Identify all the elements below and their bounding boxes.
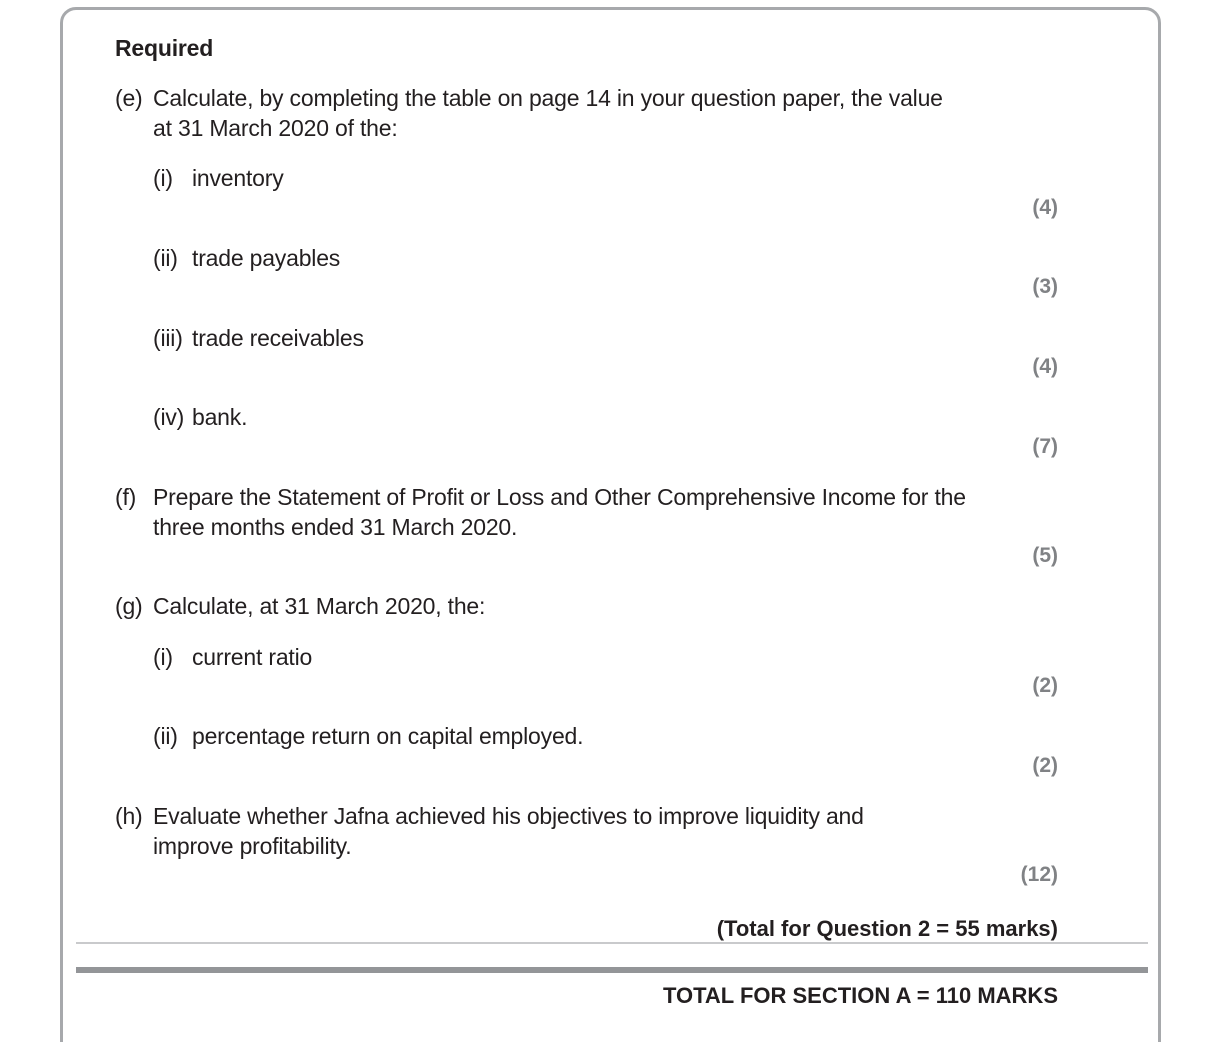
question-e-i-marks: (4) — [1032, 196, 1058, 219]
question-e-iii-text: trade receivables — [192, 325, 364, 351]
question-g-ii-marks: (2) — [1032, 754, 1058, 777]
question-e-iv-text: bank. — [192, 404, 248, 430]
question-h-text-line1: Evaluate whether Jafna achieved his objectives to improve liquidity and — [153, 803, 864, 829]
question-h-text-line2: improve profitability. — [153, 833, 352, 859]
question-f-text-line2: three months ended 31 March 2020. — [153, 514, 518, 540]
question-e-ii-marks: (3) — [1032, 275, 1058, 298]
question-e-ii-text: trade payables — [192, 245, 341, 271]
question-f-text-line1: Prepare the Statement of Profit or Loss and Other Comprehensive Income for the — [153, 484, 966, 510]
question-e-i-label: (i) — [153, 165, 173, 191]
question-e-text-line2: at 31 March 2020 of the: — [153, 115, 398, 141]
total-for-section: TOTAL FOR SECTION A = 110 MARKS — [662, 983, 1058, 1008]
question-g-i-marks: (2) — [1032, 674, 1058, 697]
question-g-label: (g) — [115, 593, 143, 619]
question-g-text: Calculate, at 31 March 2020, the: — [153, 593, 486, 619]
question-f-label: (f) — [115, 484, 137, 510]
question-e-iii-label: (iii) — [153, 325, 183, 351]
question-h-marks: (12) — [1020, 863, 1058, 886]
question-f-marks: (5) — [1032, 544, 1058, 567]
question-g-ii-label: (ii) — [153, 723, 178, 749]
question-e-i-text: inventory — [192, 165, 284, 191]
question-e-ii-label: (ii) — [153, 245, 178, 271]
question-g-i-text: current ratio — [192, 644, 313, 670]
question-e-iv-marks: (7) — [1032, 435, 1058, 458]
total-for-question: (Total for Question 2 = 55 marks) — [716, 916, 1058, 941]
question-e-text-line1: Calculate, by completing the table on page 14 in your question paper, the value — [153, 85, 943, 111]
question-g-i-label: (i) — [153, 644, 173, 670]
divider-thick — [76, 967, 1148, 973]
question-e-iii-marks: (4) — [1032, 355, 1058, 378]
question-h-label: (h) — [115, 803, 143, 829]
divider-thin — [76, 942, 1148, 944]
question-e-iv-label: (iv) — [153, 404, 185, 430]
question-g-ii-text: percentage return on capital employed. — [192, 723, 584, 749]
question-e-label: (e) — [115, 85, 143, 111]
required-heading: Required — [115, 35, 214, 61]
